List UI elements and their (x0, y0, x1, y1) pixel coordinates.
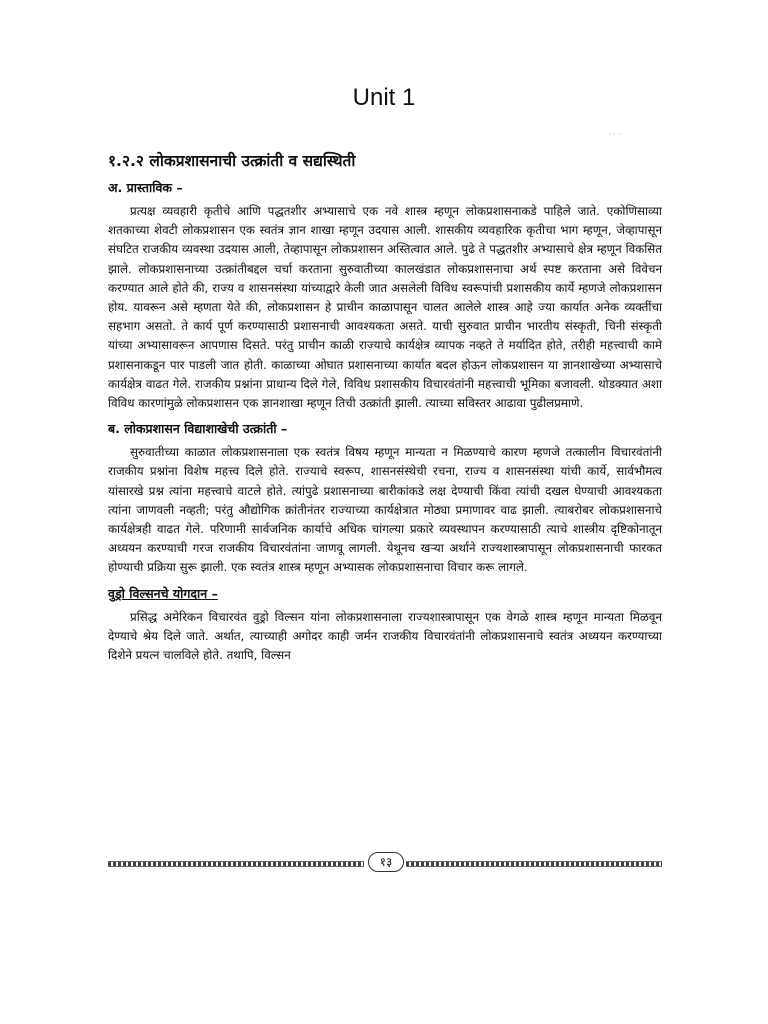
wilson-heading-text: वुड्रो विल्सनचे योगदान – (108, 585, 218, 601)
footer-rule-right (406, 861, 662, 867)
footer-rule-left (108, 861, 364, 867)
paragraph-introduction: प्रत्यक्ष व्यवहारी कृतीचे आणि पद्धतशीर अभ्यासाचे एक नवे शास्त्र म्हणून लोकप्रशासनाकडे पाहिले जाते. एकोणिसाव्या शतकाच्या शेवटी लोकप्रशासन एक स्वतंत्र ज्ञान शाखा म्हणून उदयास आली. शासकीय व्यवहारिक कृतीचा भाग म्हणून, जेव्हापासून संघटित राजकीय व्यवस्था उदयास आली, तेव्हापासून लोकप्रशासन अस्तित्वात आले. पुढे ते पद्धतशीर अभ्यासाचे क्षेत्र म्हणून विकसित झाले. लोकप्रशासनाच्या उत्क्रांतीबद्दल चर्चा करताना सुरुवातीच्या कालखंडात लोकप्रशासनाचा अर्थ स्पष्ट करताना असे विवेचन करण्यात आले होते की, राज्य व शासनसंस्था यांच्याद्वारे केली जात असलेली विविध स्वरूपांची प्रशासकीय कार्ये म्हणजे लोकप्रशासन होय. यावरून असे म्हणता येते की, लोकप्रशासन हे प्राचीन काळापासून चालत आलेले शास्त्र आहे ज्या कार्यात अनेक व्यक्तींचा सहभाग असतो. ते कार्य पूर्ण करण्यासाठी प्रशासनाची आवश्यकता असते. याची सुरुवात प्राचीन भारतीय संस्कृती, चिनी संस्कृती यांच्या अभ्यासावरून आपणास दिसते. परंतु प्राचीन काळी राज्याचे कार्यक्षेत्र व्यापक नव्हते ते मर्यादित होते, तरीही महत्त्वाची कामे प्रशासनाकडून पार पाडली जात होती. काळाच्या ओघात प्रशासनाच्या कार्यात बदल होऊन लोकप्रशासन या ज्ञानशाखेच्या अभ्यासाचे कार्यक्षेत्र वाढत गेले. राजकीय प्रश्नांना प्राधान्य दिले गेले, विविध प्रशासकीय विचारवंतांनी महत्त्वाची भूमिका बजावली. थोडक्यात अशा विविध कारणांमुळे लोकप्रशासन एक ज्ञानशाखा म्हणून तिची उत्क्रांती झाली. त्याच्या सविस्तर आढावा पुढीलप्रमाणे. (108, 204, 662, 411)
paragraph-evolution: सुरुवातीच्या काळात लोकप्रशासनाला एक स्वतंत्र विषय म्हणून मान्यता न मिळण्याचे कारण म्हणजे तत्कालीन विचारवंतांनी राजकीय प्रश्नांना विशेष महत्त्व दिले होते. राज्याचे स्वरूप, शासनसंस्थेची रचना, राज्य व शासनसंस्था यांची कार्ये, सार्वभौमत्व यांसारखे प्रश्न त्यांना महत्त्वाचे वाटले होते. त्यांपुढे प्रशासनाच्या बारीकांकडे लक्ष देण्याची किंवा त्यांची दखल घेण्याची आवश्यकता त्यांना जाणवली नव्हती; परंतु औद्योगिक क्रांतीनंतर राज्याच्या कार्यक्षेत्रात मोठ्या प्रमाणावर वाढ झाली. त्याबरोबर लोकप्रशासनाचे कार्यक्षेत्रही वाढत गेले. परिणामी सार्वजनिक कार्याचे अधिक चांगल्या प्रकारे व्यवस्थापन करण्यासाठी त्याचे शास्त्रीय दृष्टिकोनातून अध्ययन करण्याची गरज राजकीय विचारवंतांना जाणवू लागली. येथूनच खऱ्या अर्थाने राज्यशास्त्रापासून लोकप्रशासनाची फारकत होण्याची प्रक्रिया सुरू झाली. एक स्वतंत्र शास्त्र म्हणून अभ्यासक लोकप्रशासनाचा विचार करू लागले. (108, 445, 662, 575)
section-heading: १.२.२ लोकप्रशासनाची उत्क्रांती व सद्यस्थिती (108, 152, 356, 170)
subsection-heading-wilson (108, 584, 662, 604)
page-content (108, 150, 662, 669)
subsection-heading-introduction: अ. प्रास्ताविक – (108, 180, 183, 195)
page-footer (108, 852, 662, 872)
subsection-heading-evolution: ब. लोकप्रशासन विद्याशाखेची उत्क्रांती – (108, 421, 288, 437)
scan-artifact: · · · (608, 130, 621, 139)
page-number: १३ (368, 852, 404, 872)
paragraph-wilson: प्रसिद्ध अमेरिकन विचारवंत वुड्रो विल्सन यांना लोकप्रशासनाला राज्यशास्त्रापासून एक वेगळे शास्त्र म्हणून मान्यता मिळवून देण्याचे श्रेय दिले जाते. अर्थात, त्याच्याही अगोदर काही जर्मन राजकीय विचारवंतांनी लोकप्रशासनाचे स्वतंत्र अध्ययन करण्याच्या दिशेने प्रयत्न चालविले होते. तथापि, विल्सन (108, 609, 662, 663)
unit-title: Unit 1 (352, 84, 416, 111)
